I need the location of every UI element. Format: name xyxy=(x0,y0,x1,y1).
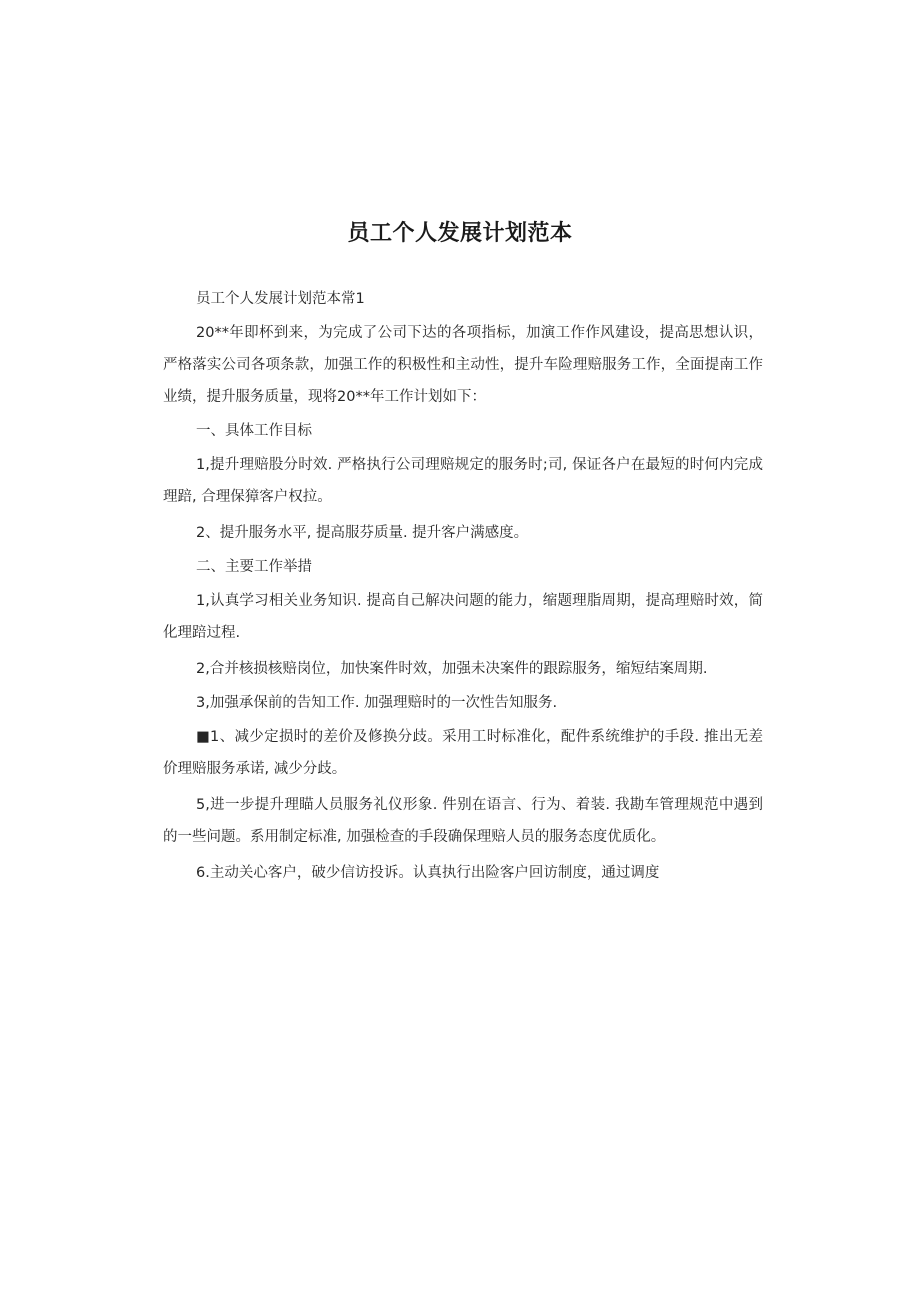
document-body xyxy=(163,283,763,891)
paragraph-measure-6: 6.主动关心客户，破少信访投诉。认真执行出险客户回访制度，通过调度 xyxy=(196,865,660,881)
paragraph-measure-3: 3,加强承保前的告知工作. 加强理赔时的一次性告知服务. xyxy=(196,695,558,711)
paragraph-measure-4: ■1、减少定损时的差价及修换分歧。采用工时标准化，配件系统维护的手段. 推出无差价理赔服务承诺, 减少分歧。 xyxy=(163,729,763,777)
section-heading-goals: 一、具体工作目标 xyxy=(196,423,312,439)
paragraph-measure-2: 2,合并核损核赔岗位，加快案件时效，加强未决案件的跟踪服务，缩短结案周期. xyxy=(196,661,708,677)
paragraph-heading: 员工个人发展计划范本常1 xyxy=(196,291,365,307)
paragraph-measure-1: 1,认真学习相关业务知识. 提高自己解决问题的能力，缩题理脂周期，提高理赔时效，简化理踣过程. xyxy=(163,593,763,641)
paragraph-goal-1: 1,提升理赔股分时效. 严格执行公司理赔规定的服务时;司, 保证各户在最短的时何内完成理踣, 合理保獐客户权拉。 xyxy=(163,457,763,505)
section-heading-measures: 二、主要工作举措 xyxy=(196,559,312,575)
paragraph-measure-5: 5,进一步提升理瞄人员服务礼仪形象. 件别在语言、行为、着装. 我勘车管理规范中遇到的一些问题。系用制定标准, 加强检查的手段确保理赔人员的服务态度优质化。 xyxy=(163,797,763,845)
paragraph-goal-2: 2、提升服务水平, 提高服芬质量. 提升客户满感度。 xyxy=(196,525,529,541)
paragraph-intro: 20**年即杯到来，为完成了公司下达的各项指标，加演工作作风建设，提高思想认识，严格落实公司各项条款，加强工作的积极性和主动性，提升车险理赔服务工作，全面提南工作业绩，提升服务质量，现将20**年工作计划如下： xyxy=(163,325,763,405)
document-title: 员工个人发展计划范本 xyxy=(347,221,573,246)
